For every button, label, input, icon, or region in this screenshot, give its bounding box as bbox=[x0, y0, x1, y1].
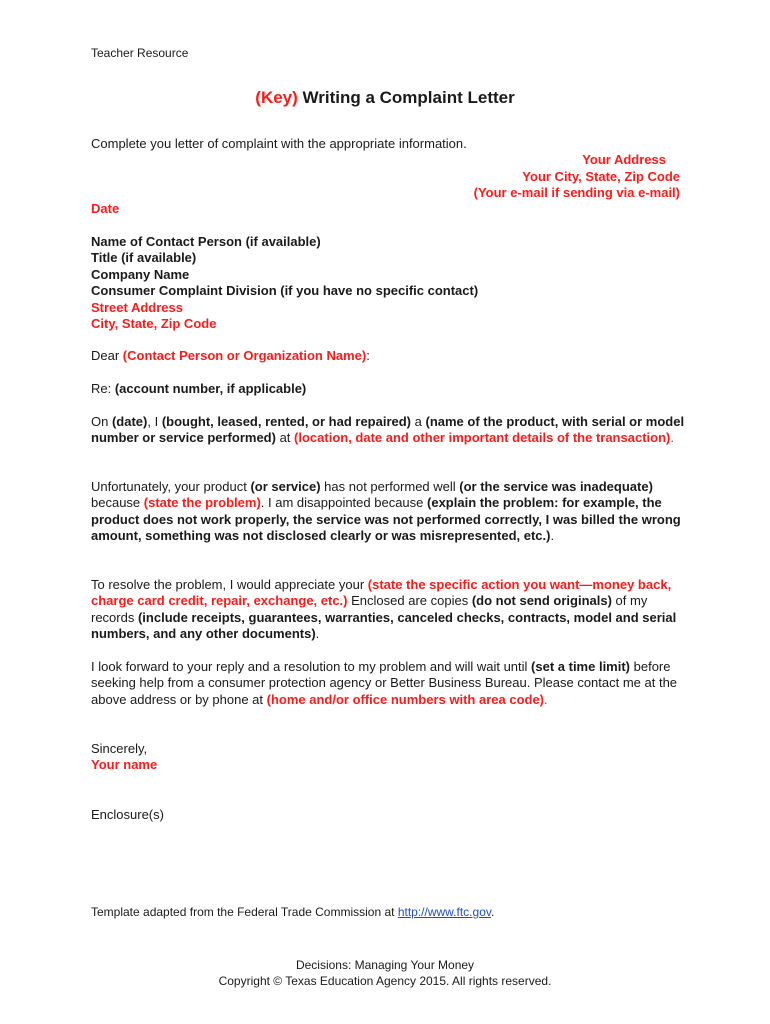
footer-line-1: Decisions: Managing Your Money bbox=[295, 958, 475, 972]
re-value: (account number, if applicable) bbox=[114, 381, 307, 396]
p3-action: (state the specific action you want—money back, charge card credit, repair, exchange, etc.) bbox=[91, 577, 672, 609]
p1-text: , I bbox=[147, 414, 162, 429]
p3-originals: (do not send originals) bbox=[471, 593, 612, 609]
page-footer bbox=[0, 958, 770, 989]
recipient-company: Company Name bbox=[91, 266, 190, 282]
p2-service: (or service) bbox=[250, 479, 321, 494]
date-field: Date bbox=[91, 201, 120, 216]
page-title bbox=[0, 88, 770, 108]
p1-text: a bbox=[411, 414, 426, 429]
recipient-block bbox=[91, 234, 691, 332]
recipient-division: Consumer Complaint Division (if you have no specific contact) bbox=[91, 283, 479, 299]
p2-text: . I am disappointed because bbox=[260, 495, 428, 511]
p1-date: (date) bbox=[111, 414, 148, 429]
salutation-colon: : bbox=[366, 348, 370, 363]
closing-sincerely: Sincerely, bbox=[91, 741, 148, 756]
p1-product: (name of the product, with serial or model number or service performed) bbox=[91, 414, 685, 446]
ftc-link[interactable]: http://www.ftc.gov bbox=[397, 905, 491, 919]
sender-address: Your Address bbox=[582, 152, 666, 167]
p4-phone: (home and/or office numbers with area code) bbox=[266, 691, 545, 707]
sender-city-state-zip: Your City, State, Zip Code bbox=[522, 168, 680, 184]
p1-action: (bought, leased, rented, or had repaired) bbox=[161, 414, 412, 429]
p4-period: . bbox=[544, 691, 548, 707]
p4-text: I look forward to your reply and a resolution to my problem and will wait until bbox=[91, 659, 532, 674]
p3-text: Enclosed are copies bbox=[347, 593, 472, 609]
p3-text: of my records bbox=[91, 593, 648, 625]
p2-problem: (state the problem) bbox=[143, 495, 261, 511]
closing-block bbox=[91, 741, 691, 774]
p4-text: before seeking help from a consumer protection agency or Better Business Bureau. Please contact me at the above address or by phone at bbox=[91, 659, 678, 707]
enclosure-line: Enclosure(s) bbox=[91, 807, 164, 822]
p2-text: has not performed well bbox=[320, 479, 460, 494]
p2-text: Unfortunately, your product bbox=[91, 479, 251, 494]
p1-location: (location, date and other important details of the transaction) bbox=[294, 430, 671, 446]
p3-text: To resolve the problem, I would appreciate your bbox=[91, 577, 368, 592]
template-note-text: Template adapted from the Federal Trade Commission at bbox=[91, 905, 398, 919]
p2-explain: (explain the problem: for example, the product does not work properly, the service was not performed correctly, I was billed the wrong amount, something was not disclosed clearly or was misrepresented, etc.) bbox=[91, 495, 681, 544]
title-text: Writing a Complaint Letter bbox=[297, 88, 515, 107]
footer-line-2: Copyright © Texas Education Agency 2015. All rights reserved. bbox=[218, 973, 552, 988]
p2-text: because bbox=[91, 495, 144, 511]
p3-records: (include receipts, guarantees, warranties, canceled checks, contracts, model and serial numbers, and any other documents) bbox=[91, 609, 677, 642]
re-label: Re: bbox=[91, 381, 115, 396]
recipient-title: Title (if available) bbox=[91, 250, 197, 266]
paragraph-4 bbox=[91, 659, 691, 708]
closing-name: Your name bbox=[91, 757, 158, 773]
recipient-city: City, State, Zip Code bbox=[91, 316, 217, 332]
p1-text: at bbox=[275, 430, 295, 446]
intro-text: Complete you letter of complaint with the appropriate information. bbox=[91, 136, 467, 151]
re-line bbox=[91, 381, 691, 397]
template-note bbox=[91, 904, 691, 920]
recipient-contact: Name of Contact Person (if available) bbox=[91, 234, 321, 249]
sender-email: (Your e-mail if sending via e-mail) bbox=[473, 185, 680, 200]
template-note-end: . bbox=[490, 905, 495, 919]
salutation-dear: Dear bbox=[91, 348, 123, 363]
paragraph-1 bbox=[91, 414, 691, 447]
sender-address-block bbox=[474, 152, 680, 202]
p1-period: . bbox=[670, 430, 674, 446]
title-key: (Key) bbox=[255, 88, 298, 107]
p2-period: . bbox=[550, 528, 555, 544]
p2-inadequate: (or the service was inadequate) bbox=[459, 479, 653, 494]
recipient-street: Street Address bbox=[91, 299, 183, 315]
p1-text: On bbox=[91, 414, 112, 429]
header-note: Teacher Resource bbox=[91, 46, 189, 60]
p3-period: . bbox=[315, 626, 320, 642]
paragraph-2 bbox=[91, 479, 691, 545]
paragraph-3 bbox=[91, 577, 691, 643]
salutation bbox=[91, 348, 691, 364]
salutation-name: (Contact Person or Organization Name) bbox=[122, 348, 367, 363]
p4-time-limit: (set a time limit) bbox=[531, 659, 631, 674]
